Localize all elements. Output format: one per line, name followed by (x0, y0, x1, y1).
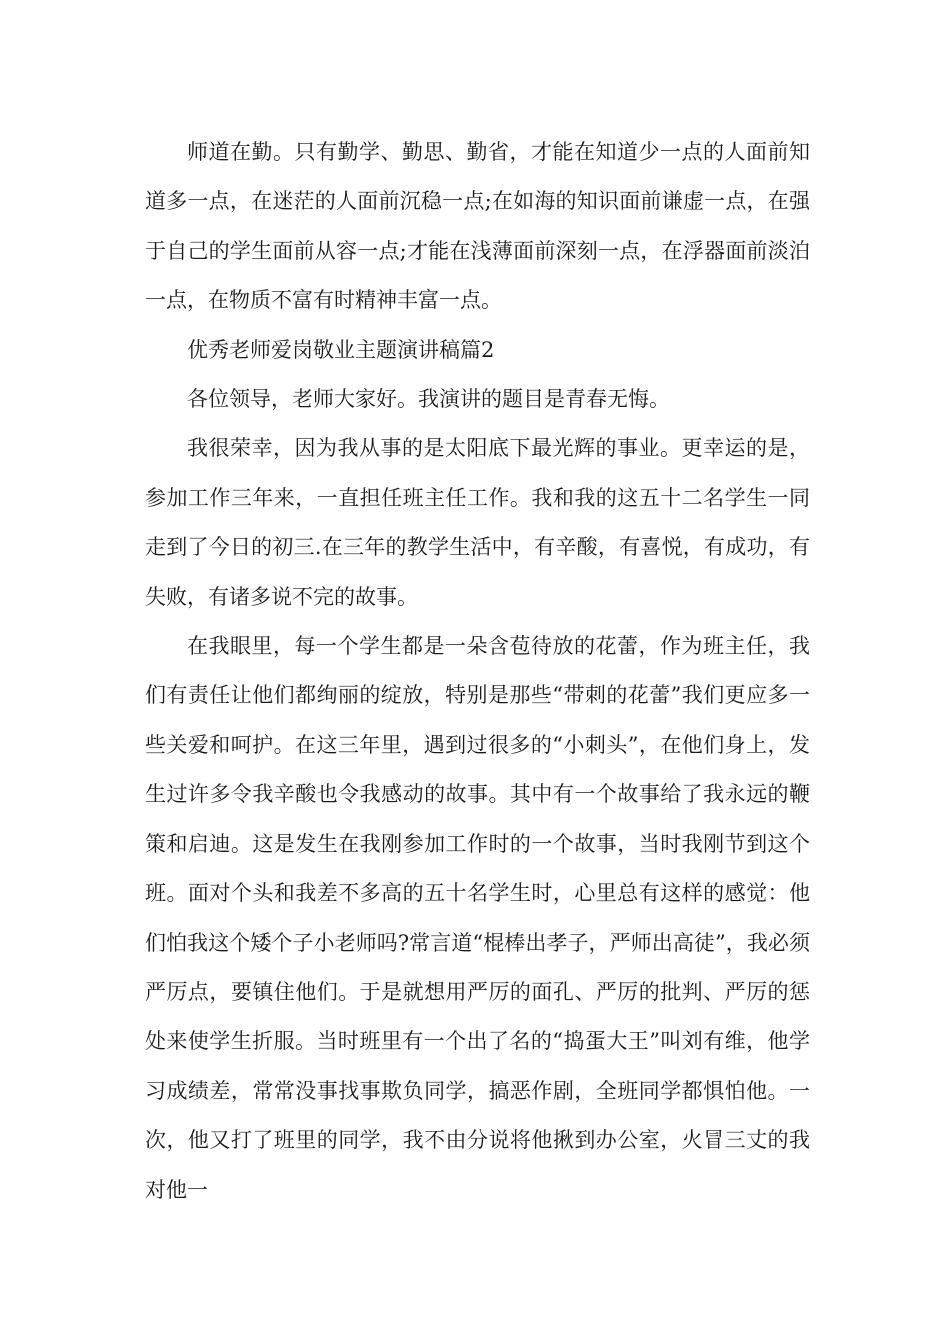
section-heading: 优秀老师爱岗敬业主题演讲稿篇2 (187, 337, 495, 362)
paragraph-3: 我很荣幸，因为我从事的是太阳底下最光辉的事业。更幸运的是，参加工作三年来，一直担任班主任工作。我和我的这五十二名学生一同走到了今日的初三.在三年的教学生活中，有辛酸，有喜悦，有成功，有失败，有诸多说不完的故事。 (145, 436, 810, 609)
paragraph-4: 在我眼里，每一个学生都是一朵含苞待放的花蕾，作为班主任，我们有责任让他们都绚丽的绽放，特别是那些“带刺的花蕾”我们更应多一些关爱和呵护。在这三年里，遇到过很多的“小刺头”，在他们身上，发生过许多令我辛酸也令我感动的故事。其中有一个故事给了我永远的鞭策和启迪。这是发生在我刚参加工作时的一个故事，当时我刚节到这个班。面对个头和我差不多高的五十名学生时，心里总有这样的感觉：他们怕我这个矮个子小老师吗?常言道“棍棒出孝子，严师出高徒”，我必须严厉点，要镇住他们。于是就想用严厉的面孔、严厉的批判、严厉的惩处来使学生折服。当时班里有一个出了名的“捣蛋大王”叫刘有维，他学习成绩差，常常没事找事欺负同学，搞恶作剧，全班同学都惧怕他。一次，他又打了班里的同学，我不由分说将他揪到办公室，火冒三丈的我对他一 (145, 634, 810, 1202)
paragraph-1: 师道在勤。只有勤学、勤思、勤省，才能在知道少一点的人面前知道多一点，在迷茫的人面前沉稳一点;在如海的知识面前谦虚一点，在强于自己的学生面前从容一点;才能在浅薄面前深刻一点，在浮器面前淡泊一点，在物质不富有时精神丰富一点。 (145, 140, 810, 313)
document-body (145, 128, 810, 1215)
paragraph-2: 各位领导，老师大家好。我演讲的题目是青春无悔。 (187, 387, 670, 412)
